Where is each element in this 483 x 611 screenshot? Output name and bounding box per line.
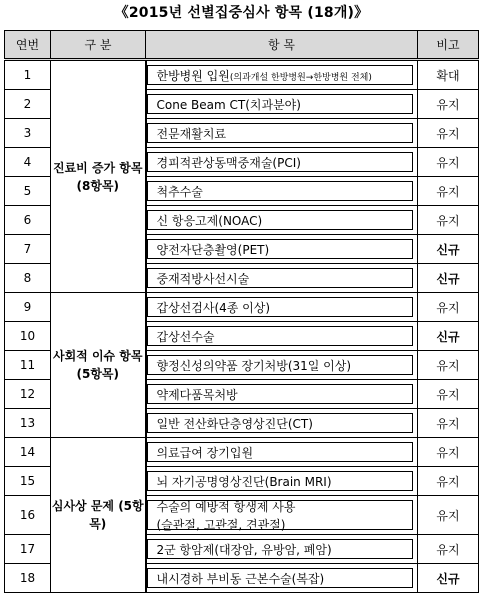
row-item <box>146 351 418 380</box>
row-note: 유지 <box>418 148 479 177</box>
item-text: 한방병원 입원 <box>156 68 230 83</box>
item-text: 신 항응고제(NOAC) <box>156 213 263 228</box>
row-num: 9 <box>5 293 51 322</box>
item-text: 경피적관상동맥중재술(PCI) <box>156 155 301 170</box>
item-text: 내시경하 부비동 근본수술(복잡) <box>156 571 325 586</box>
row-note: 신규 <box>418 235 479 264</box>
item-text: 중재적방사선시술 <box>156 271 250 286</box>
row-item <box>146 293 418 322</box>
row-item <box>146 322 418 351</box>
table-row <box>5 60 479 90</box>
row-item <box>146 535 418 564</box>
row-item <box>146 438 418 467</box>
row-num: 3 <box>5 119 51 148</box>
category-label: 심사상 문제 (5항목) <box>51 499 144 531</box>
row-item <box>146 90 418 119</box>
document-title: 《2015년 선별집중심사 항목 (18개)》 <box>114 5 369 21</box>
row-note: 유지 <box>418 293 479 322</box>
row-note: 유지 <box>418 90 479 119</box>
row-item <box>146 496 418 535</box>
row-note: 유지 <box>418 535 479 564</box>
review-items-table <box>4 30 479 593</box>
row-item <box>146 564 418 593</box>
row-note: 유지 <box>418 177 479 206</box>
table-row <box>5 438 479 467</box>
row-num: 13 <box>5 409 51 438</box>
header-item: 항 목 <box>146 31 418 60</box>
row-num: 12 <box>5 380 51 409</box>
row-item <box>146 264 418 293</box>
row-num: 15 <box>5 467 51 496</box>
header-num: 연번 <box>5 31 51 60</box>
row-item <box>146 409 418 438</box>
header-note: 비고 <box>418 31 479 60</box>
row-note: 유지 <box>418 467 479 496</box>
row-item <box>146 380 418 409</box>
row-item <box>146 148 418 177</box>
category-label: 진료비 증가 항목(8항목) <box>52 160 143 193</box>
row-num: 1 <box>5 60 51 90</box>
row-num: 5 <box>5 177 51 206</box>
item-text-line2: (슬관절, 고관절, 견관절) <box>156 518 286 532</box>
category-cell <box>51 293 146 438</box>
item-text: 갑상선수술 <box>156 329 215 344</box>
row-item <box>146 119 418 148</box>
item-text: 갑상선검사(4종 이상) <box>156 300 271 315</box>
row-note: 유지 <box>418 380 479 409</box>
row-note: 유지 <box>418 438 479 467</box>
row-note: 유지 <box>418 351 479 380</box>
category-label: 사회적 이슈 항목(5항목) <box>52 349 143 381</box>
item-text: 전문재활치료 <box>156 126 227 141</box>
item-text: 수술의 예방적 항생제 사용 <box>156 500 296 514</box>
row-item <box>146 235 418 264</box>
table-header-row <box>5 31 479 60</box>
row-num: 6 <box>5 206 51 235</box>
item-text: 일반 전산화단층영상진단(CT) <box>156 416 313 431</box>
row-note: 유지 <box>418 496 479 535</box>
item-text: 약제다품목처방 <box>156 387 238 402</box>
item-text: 의료급여 장기입원 <box>156 445 254 460</box>
table-row <box>5 293 479 322</box>
row-note: 유지 <box>418 119 479 148</box>
category-cell <box>51 438 146 593</box>
category-cell <box>51 60 146 293</box>
row-item <box>146 467 418 496</box>
row-num: 17 <box>5 535 51 564</box>
row-num: 4 <box>5 148 51 177</box>
row-note: 신규 <box>418 322 479 351</box>
row-note: 유지 <box>418 409 479 438</box>
header-category: 구 분 <box>51 31 146 60</box>
row-item <box>146 60 418 90</box>
row-item <box>146 177 418 206</box>
row-num: 10 <box>5 322 51 351</box>
item-text: 척추수술 <box>156 184 203 199</box>
row-num: 16 <box>5 496 51 535</box>
row-num: 2 <box>5 90 51 119</box>
row-note: 신규 <box>418 564 479 593</box>
row-num: 14 <box>5 438 51 467</box>
item-text: 향정신성의약품 장기처방(31일 이상) <box>156 358 352 373</box>
row-num: 7 <box>5 235 51 264</box>
row-note: 신규 <box>418 264 479 293</box>
row-note: 확대 <box>418 60 479 90</box>
item-text: 양전자단층촬영(PET) <box>156 242 270 257</box>
item-text: 뇌 자기공명영상진단(Brain MRI) <box>156 474 332 489</box>
item-small-text: (의과개설 한방병원→한방병원 전체) <box>229 72 372 83</box>
row-num: 8 <box>5 264 51 293</box>
row-num: 18 <box>5 564 51 593</box>
row-item <box>146 206 418 235</box>
item-text: Cone Beam CT(치과분야) <box>156 97 301 112</box>
row-note: 유지 <box>418 206 479 235</box>
item-text: 2군 항암제(대장암, 유방암, 폐암) <box>156 542 332 557</box>
row-num: 11 <box>5 351 51 380</box>
